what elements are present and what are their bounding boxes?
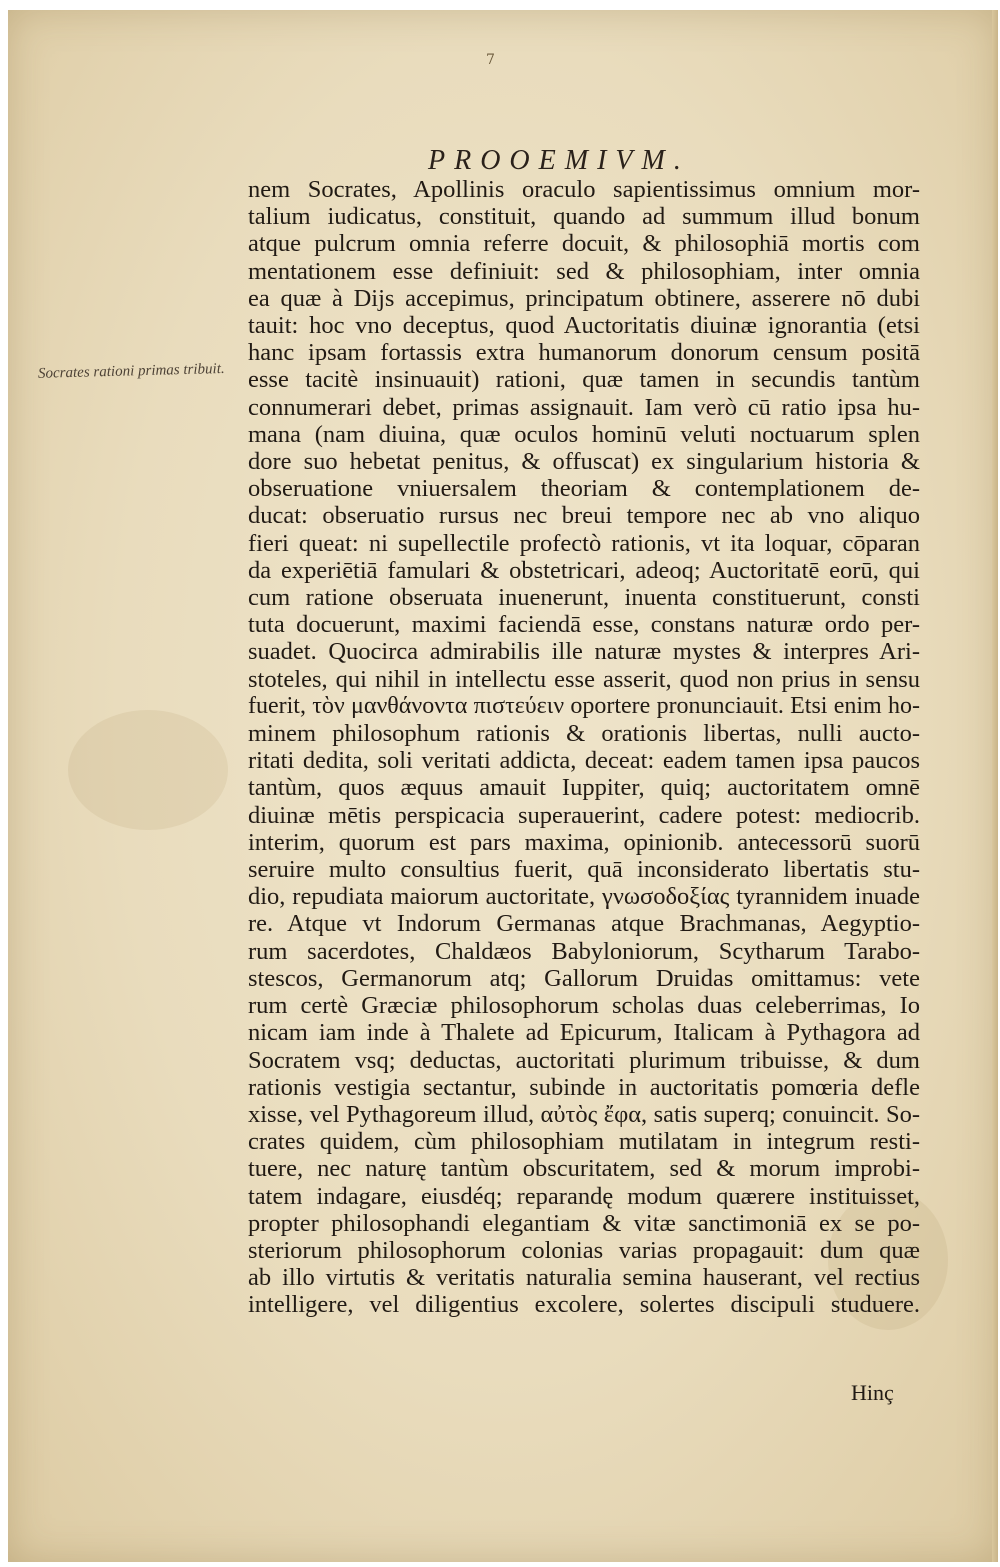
text-line: rationis vestigia sectantur, subinde in auctoritatis pomœria defle xyxy=(248,1073,920,1101)
text-line: fuerit, τὸν μανθάνοντα πιστεύειν oportere pronunciauit. Etsi enim ho- xyxy=(248,692,920,719)
text-line: tantùm, quos æquus amauit Iuppiter, quiq; auctoritatem omnē xyxy=(248,774,920,802)
text-line: rum certè Græciæ philosophorum scholas duas celeberrimas, Io xyxy=(248,992,920,1020)
page-edge xyxy=(992,10,998,1562)
text-line: seruire multo consultius fuerit, quā inconsiderato libertatis stu- xyxy=(248,856,920,884)
text-line: ducat: obseruatio rursus nec breui tempore nec ab vno aliquo xyxy=(248,502,920,530)
running-head: PROOEMIVM. xyxy=(428,145,690,176)
text-line: esse tacitè insinuauit) rationi, quæ tamen in secundis tantùm xyxy=(248,366,920,394)
catchword: Hinç xyxy=(851,1380,894,1405)
text-line: dio, repudiata maiorum auctoritate, γνωσοδοξίας tyrannidem inuade xyxy=(248,883,920,911)
text-line: dore suo hebetat penitus, & offuscat) ex singularium historia & xyxy=(248,448,920,476)
text-line: rum sacerdotes, Chaldæos Babyloniorum, Scytharum Tarabo- xyxy=(248,937,920,965)
text-line: propter philosophandi elegantiam & vitæ sanctimoniā ex se po- xyxy=(248,1209,920,1237)
text-line: minem philosophum rationis & orationis libertas, nulli aucto- xyxy=(248,720,920,748)
text-line: tuta docuerunt, maximi faciendā esse, constans naturæ ordo per- xyxy=(248,611,920,639)
folio-mark: 7 xyxy=(486,52,495,68)
text-line: diuinæ mētis perspicacia superauerint, cadere potest: mediocrib. xyxy=(248,801,920,829)
book-page xyxy=(8,10,998,1562)
text-line: steriorum philosophorum colonias varias propagauit: dum quæ xyxy=(248,1236,920,1264)
text-line: stoteles, qui nihil in intellectu esse asserit, quod non prius in sensu xyxy=(248,665,920,693)
text-line: cum ratione obseruata inuenerunt, inuenta constituerunt, consti xyxy=(248,584,920,612)
text-line: nicam iam inde à Thalete ad Epicurum, Italicam à Pythagora ad xyxy=(248,1019,920,1047)
text-line: connumerari debet, primas assignauit. Iam verò cū ratio ipsa hu- xyxy=(248,393,920,421)
text-line: interim, quorum est pars maxima, opinionib. antecessorū suorū xyxy=(248,828,920,856)
text-line: obseruatione vniuersalem theoriam & contemplationem de- xyxy=(248,475,920,503)
text-line: mana (nam diuina, quæ oculos hominū veluti noctuarum splen xyxy=(248,420,920,448)
text-line: intelligere, vel diligentius excolere, solertes discipuli studuere. xyxy=(248,1291,920,1319)
text-line: tuere, nec naturę tantùm obscuritatem, sed & morum improbi- xyxy=(248,1155,920,1183)
marginal-note: Socrates rationi primas tribuit. xyxy=(37,360,225,382)
text-line: xisse, vel Pythagoreum illud, αὐτὸς ἔφα, satis superq; conuincit. So- xyxy=(248,1100,920,1128)
text-line: suadet. Quocirca admirabilis ille naturæ mystes & interpres Ari- xyxy=(248,638,920,666)
text-line: tauit: hoc vno deceptus, quod Auctoritatis diuinæ ignorantia (etsi xyxy=(248,312,920,340)
text-line: ritati dedita, soli veritati addicta, deceat: eadem tamen ipsa paucos xyxy=(248,747,920,775)
text-line: mentationem esse definiuit: sed & philosophiam, inter omnia xyxy=(248,257,920,285)
paper-stain xyxy=(68,710,228,830)
body-text xyxy=(248,176,920,1319)
text-line: re. Atque vt Indorum Germanas atque Brachmanas, Aegyptio- xyxy=(248,910,920,938)
text-line: da experiētiā famulari & obstetricari, adeoq; Auctoritatē eorū, qui xyxy=(248,556,920,584)
text-line: hanc ipsam fortassis extra humanorum donorum censum positā xyxy=(248,339,920,367)
text-line: ea quæ à Dijs accepimus, principatum obtinere, asserere nō dubi xyxy=(248,284,920,312)
text-line: tatem indagare, eiusdéq; reparandę modum quærere instituisset, xyxy=(248,1182,920,1210)
text-line: nem Socrates, Apollinis oraculo sapientissimus omnium mor- xyxy=(248,176,920,203)
text-line: Socratem vsq; deductas, auctoritati plurimum tribuisse, & dum xyxy=(248,1046,920,1074)
text-line: stescos, Germanorum atq; Gallorum Druidas omittamus: vete xyxy=(248,964,920,992)
text-line: talium iudicatus, constituit, quando ad summum illud bonum xyxy=(248,203,920,231)
text-line: fieri queat: ni supellectile profectò rationis, vt ita loquar, cōparan xyxy=(248,529,920,557)
text-line: atque pulcrum omnia referre docuit, & philosophiā mortis com xyxy=(248,230,920,258)
text-line: ab illo virtutis & veritatis naturalia semina hauserant, vel rectius xyxy=(248,1264,920,1292)
text-line: crates quidem, cùm philosophiam mutilatam in integrum resti- xyxy=(248,1128,920,1156)
